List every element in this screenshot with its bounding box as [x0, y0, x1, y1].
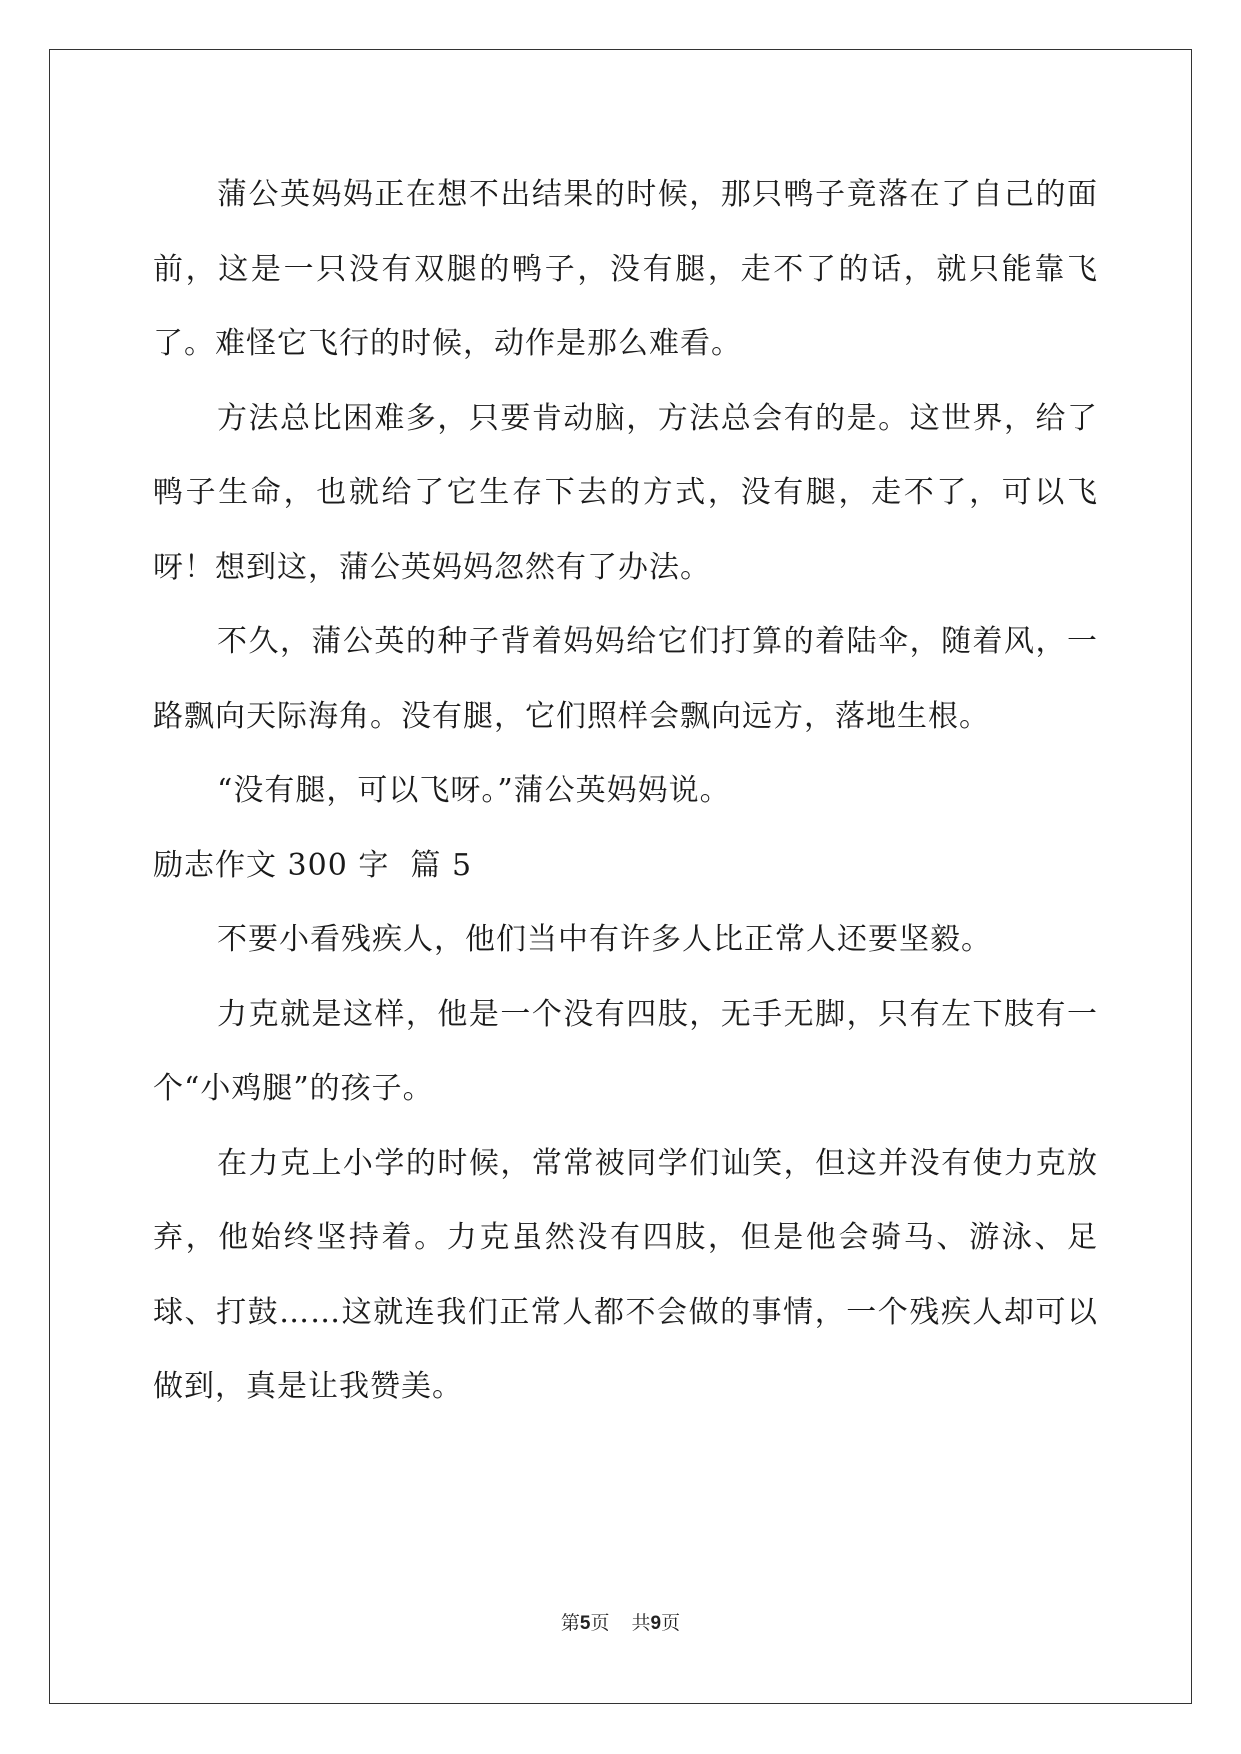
- footer-page-word: 页: [590, 1612, 610, 1634]
- current-page-number: 5: [579, 1613, 591, 1634]
- paragraph: “没有腿，可以飞呀。”蒲公英妈妈说。: [217, 773, 731, 808]
- paragraph: 不久，蒲公英的种子背着妈妈给它们打算的着陆伞，随着风，一路飘向天际海角。没有腿，它们照样会飘向远方，落地生根。: [153, 624, 1098, 734]
- paragraph: 蒲公英妈妈正在想不出结果的时候，那只鸭子竟落在了自己的面前，这是一只没有双腿的鸭子，没有腿，走不了的话，就只能靠飞了。难怪它飞行的时候，动作是那么难看。: [153, 177, 1098, 361]
- footer-total-prefix: 共: [631, 1612, 651, 1634]
- document-body: [153, 158, 1098, 1425]
- footer-prefix: 第: [560, 1612, 580, 1634]
- section-heading: 励志作文 300 字 篇 5: [153, 847, 473, 883]
- paragraph: 不要小看残疾人，他们当中有许多人比正常人还要坚毅。: [217, 922, 992, 957]
- paragraph: 力克就是这样，他是一个没有四肢，无手无脚，只有左下肢有一个“小鸡腿”的孩子。: [153, 996, 1098, 1106]
- paragraph: 方法总比困难多，只要肯动脑，方法总会有的是。这世界，给了鸭子生命，也就给了它生存下去的方式，没有腿，走不了，可以飞呀！想到这，蒲公英妈妈忽然有了办法。: [153, 400, 1098, 585]
- paragraph: 在力克上小学的时候，常常被同学们讪笑，但这并没有使力克放弃，他始终坚持着。力克虽然没有四肢，但是他会骑马、游泳、足球、打鼓……这就连我们正常人都不会做的事情，一个残疾人却可以做到，真是让我赞美。: [153, 1145, 1098, 1404]
- total-pages-number: 9: [650, 1613, 662, 1634]
- page-footer: [0, 1608, 1241, 1635]
- footer-total-suffix: 页: [661, 1612, 681, 1634]
